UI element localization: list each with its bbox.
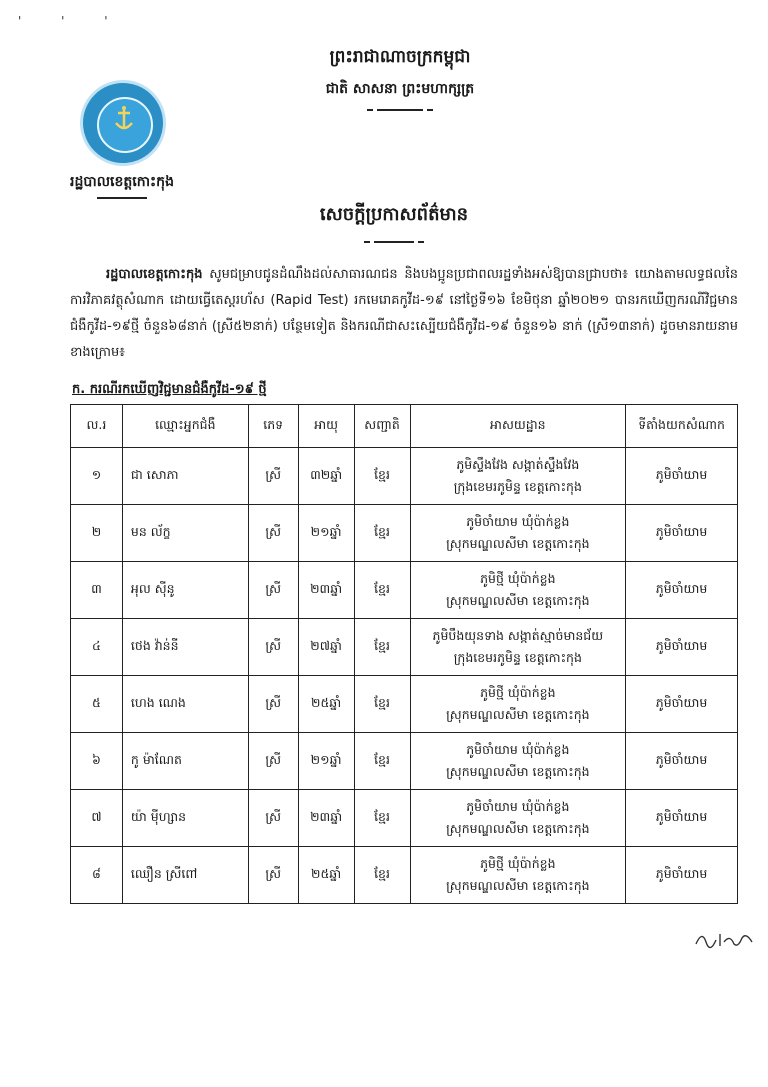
address-line: ភូមិចាំយាម ឃុំប៉ាក់ខ្លង <box>466 742 570 757</box>
table-row <box>71 790 738 847</box>
cell-sex: ស្រី <box>248 847 298 904</box>
cell-no: ២ <box>71 505 123 562</box>
cell-age: ២៣ឆ្នាំ <box>298 790 354 847</box>
address-line: ភូមិស្ទឹងវែង សង្កាត់ស្ទឹងវែង <box>456 457 580 472</box>
cell-sample-site: ភូមិចាំយាម <box>626 847 738 904</box>
intro-lead: រដ្ឋបាលខេត្តកោះកុង <box>106 267 203 282</box>
address-line: ក្រុងខេមរភូមិន្ទ ខេត្តកោះកុង <box>453 479 582 494</box>
cell-no: ៥ <box>71 676 123 733</box>
cell-sample-site: ភូមិចាំយាម <box>626 505 738 562</box>
cell-sample-site: ភូមិចាំយាម <box>626 619 738 676</box>
address-line: ភូមិចាំយាម ឃុំប៉ាក់ខ្លង <box>466 514 570 529</box>
cell-nationality: ខ្មែរ <box>354 847 410 904</box>
address-line: ភូមិថ្មី ឃុំប៉ាក់ខ្លង <box>480 571 556 586</box>
cell-sex: ស្រី <box>248 619 298 676</box>
document-heading <box>294 202 494 243</box>
col-header-nationality: សញ្ជាតិ <box>354 405 410 448</box>
address-line: ក្រុងខេមរភូមិន្ទ ខេត្តកោះកុង <box>453 650 582 665</box>
address-line: ស្រុកមណ្ឌលសីមា ខេត្តកោះកុង <box>446 536 590 551</box>
table-header-row <box>71 405 738 448</box>
cell-name: ថេង វ៉ាន់នី <box>122 619 248 676</box>
cell-name: ជា សោភា <box>122 448 248 505</box>
address-line: ស្រុកមណ្ឌលសីមា ខេត្តកោះកុង <box>446 707 590 722</box>
table-row <box>71 505 738 562</box>
table-row <box>71 847 738 904</box>
cell-nationality: ខ្មែរ <box>354 562 410 619</box>
cell-name: មន ល័ក្ខ <box>122 505 248 562</box>
address-line: ស្រុកមណ្ឌលសីមា ខេត្តកោះកុង <box>446 764 590 779</box>
col-header-age: អាយុ <box>298 405 354 448</box>
address-line: ភូមិថ្មី ឃុំប៉ាក់ខ្លង <box>480 685 556 700</box>
cell-sex: ស្រី <box>248 562 298 619</box>
col-header-address: អាសយដ្ឋាន <box>410 405 626 448</box>
cell-no: ៤ <box>71 619 123 676</box>
cell-address <box>410 562 626 619</box>
cell-nationality: ខ្មែរ <box>354 505 410 562</box>
cell-sex: ស្រី <box>248 733 298 790</box>
address-line: ភូមិបឹងយុនទាង សង្កាត់ស្មាច់មានជ័យ <box>432 628 604 643</box>
cell-sex: ស្រី <box>248 676 298 733</box>
cell-name: ហេង ណេង <box>122 676 248 733</box>
cell-age: ២១ឆ្នាំ <box>298 505 354 562</box>
intro-paragraph <box>70 262 738 366</box>
cell-no: ១ <box>71 448 123 505</box>
cell-name: ឈឿន ស្រីពៅ <box>122 847 248 904</box>
cell-nationality: ខ្មែរ <box>354 676 410 733</box>
cell-age: ២៥ឆ្នាំ <box>298 847 354 904</box>
cell-address <box>410 676 626 733</box>
table-row <box>71 562 738 619</box>
cell-sample-site: ភូមិចាំយាម <box>626 448 738 505</box>
cell-sample-site: ភូមិចាំយាម <box>626 562 738 619</box>
cell-nationality: ខ្មែរ <box>354 790 410 847</box>
cell-address <box>410 790 626 847</box>
cell-no: ៦ <box>71 733 123 790</box>
cell-address <box>410 505 626 562</box>
section-title: ក. ករណីរកឃើញវិជ្ជមានជំងឺកូវីដ-១៩ ថ្មី <box>72 382 267 397</box>
national-motto: ជាតិ សាសនា ព្រះមហាក្សត្រ <box>325 81 475 97</box>
scan-marks: ' ' ' <box>18 14 126 28</box>
cell-name: អុល ស៊ីនូ <box>122 562 248 619</box>
cell-sample-site: ភូមិចាំយាម <box>626 676 738 733</box>
cell-address <box>410 847 626 904</box>
heading-text: សេចក្តីប្រកាសព័ត៌មាន <box>319 204 469 225</box>
cell-age: ៣២ឆ្នាំ <box>298 448 354 505</box>
cell-no: ៧ <box>71 790 123 847</box>
cell-no: ៣ <box>71 562 123 619</box>
address-line: ស្រុកមណ្ឌលសីមា ខេត្តកោះកុង <box>446 821 590 836</box>
cell-address <box>410 733 626 790</box>
anchor-icon <box>113 105 135 133</box>
address-line: ភូមិថ្មី ឃុំប៉ាក់ខ្លង <box>480 856 556 871</box>
provincial-logo <box>80 80 166 166</box>
cell-nationality: ខ្មែរ <box>354 619 410 676</box>
cell-nationality: ខ្មែរ <box>354 733 410 790</box>
org-underline <box>97 197 147 199</box>
cell-age: ២៣ឆ្នាំ <box>298 562 354 619</box>
address-line: ស្រុកមណ្ឌលសីមា ខេត្តកោះកុង <box>446 878 590 893</box>
cell-name: កូ ម៉ាណែត <box>122 733 248 790</box>
kingdom-header <box>290 46 510 111</box>
org-name: រដ្ឋបាលខេត្តកោះកុង <box>70 174 174 190</box>
handwritten-signature <box>694 928 754 956</box>
heading-divider <box>374 241 414 243</box>
header-divider <box>377 109 423 111</box>
intro-text: សូមជម្រាបជូនដំណឹងដល់សាធារណជន និងបងប្អូនប្រជាពលរដ្ឋទាំងអស់ឱ្យបានជ្រាបថា៖ យោងតាមលទ្ធផលនៃការវិភាគវត្ថុសំណាក ដោយធ្វើតេស្តរហ័ស (Rapid Test) រកមេរោគកូវីដ-១៩ នៅថ្ងៃទី១៦ ខែមិថុនា ឆ្នាំ២០២១ បានរកឃើញករណីវិជ្ជមានជំងឺកូវីដ-១៩ថ្មី ចំនួន៦៨នាក់ (ស្រី៥២នាក់) បន្ថែមទៀត និងករណីជាសះស្បើយជំងឺកូវីដ-១៩ ចំនួន១៦ នាក់ (ស្រី១៣នាក់) ដូចមានរាយនាមខាងក្រោម៖ <box>70 267 738 360</box>
org-block <box>52 172 192 199</box>
col-header-sample-site: ទីតាំងយកសំណាក <box>626 405 738 448</box>
signature-scribble <box>694 928 754 952</box>
cell-nationality: ខ្មែរ <box>354 448 410 505</box>
cell-age: ២៧ឆ្នាំ <box>298 619 354 676</box>
address-line: ស្រុកមណ្ឌលសីមា ខេត្តកោះកុង <box>446 593 590 608</box>
table-row <box>71 733 738 790</box>
col-header-name: ឈ្មោះអ្នកជំងឺ <box>122 405 248 448</box>
address-line: ភូមិចាំយាម ឃុំប៉ាក់ខ្លង <box>466 799 570 814</box>
cell-address <box>410 619 626 676</box>
cell-no: ៨ <box>71 847 123 904</box>
cell-sample-site: ភូមិចាំយាម <box>626 790 738 847</box>
cell-age: ២៥ឆ្នាំ <box>298 676 354 733</box>
table-row <box>71 676 738 733</box>
table-row <box>71 448 738 505</box>
table-row <box>71 619 738 676</box>
col-header-sex: ភេទ <box>248 405 298 448</box>
cell-age: ២១ឆ្នាំ <box>298 733 354 790</box>
cell-name: យ៉ា ម៉ីហ្សាន <box>122 790 248 847</box>
cell-sex: ស្រី <box>248 505 298 562</box>
cell-sample-site: ភូមិចាំយាម <box>626 733 738 790</box>
cell-address <box>410 448 626 505</box>
cell-sex: ស្រី <box>248 790 298 847</box>
kingdom-title: ព្រះរាជាណាចក្រកម្ពុជា <box>329 47 471 67</box>
cell-sex: ស្រី <box>248 448 298 505</box>
col-header-no: ល.រ <box>71 405 123 448</box>
cases-table <box>70 404 738 904</box>
